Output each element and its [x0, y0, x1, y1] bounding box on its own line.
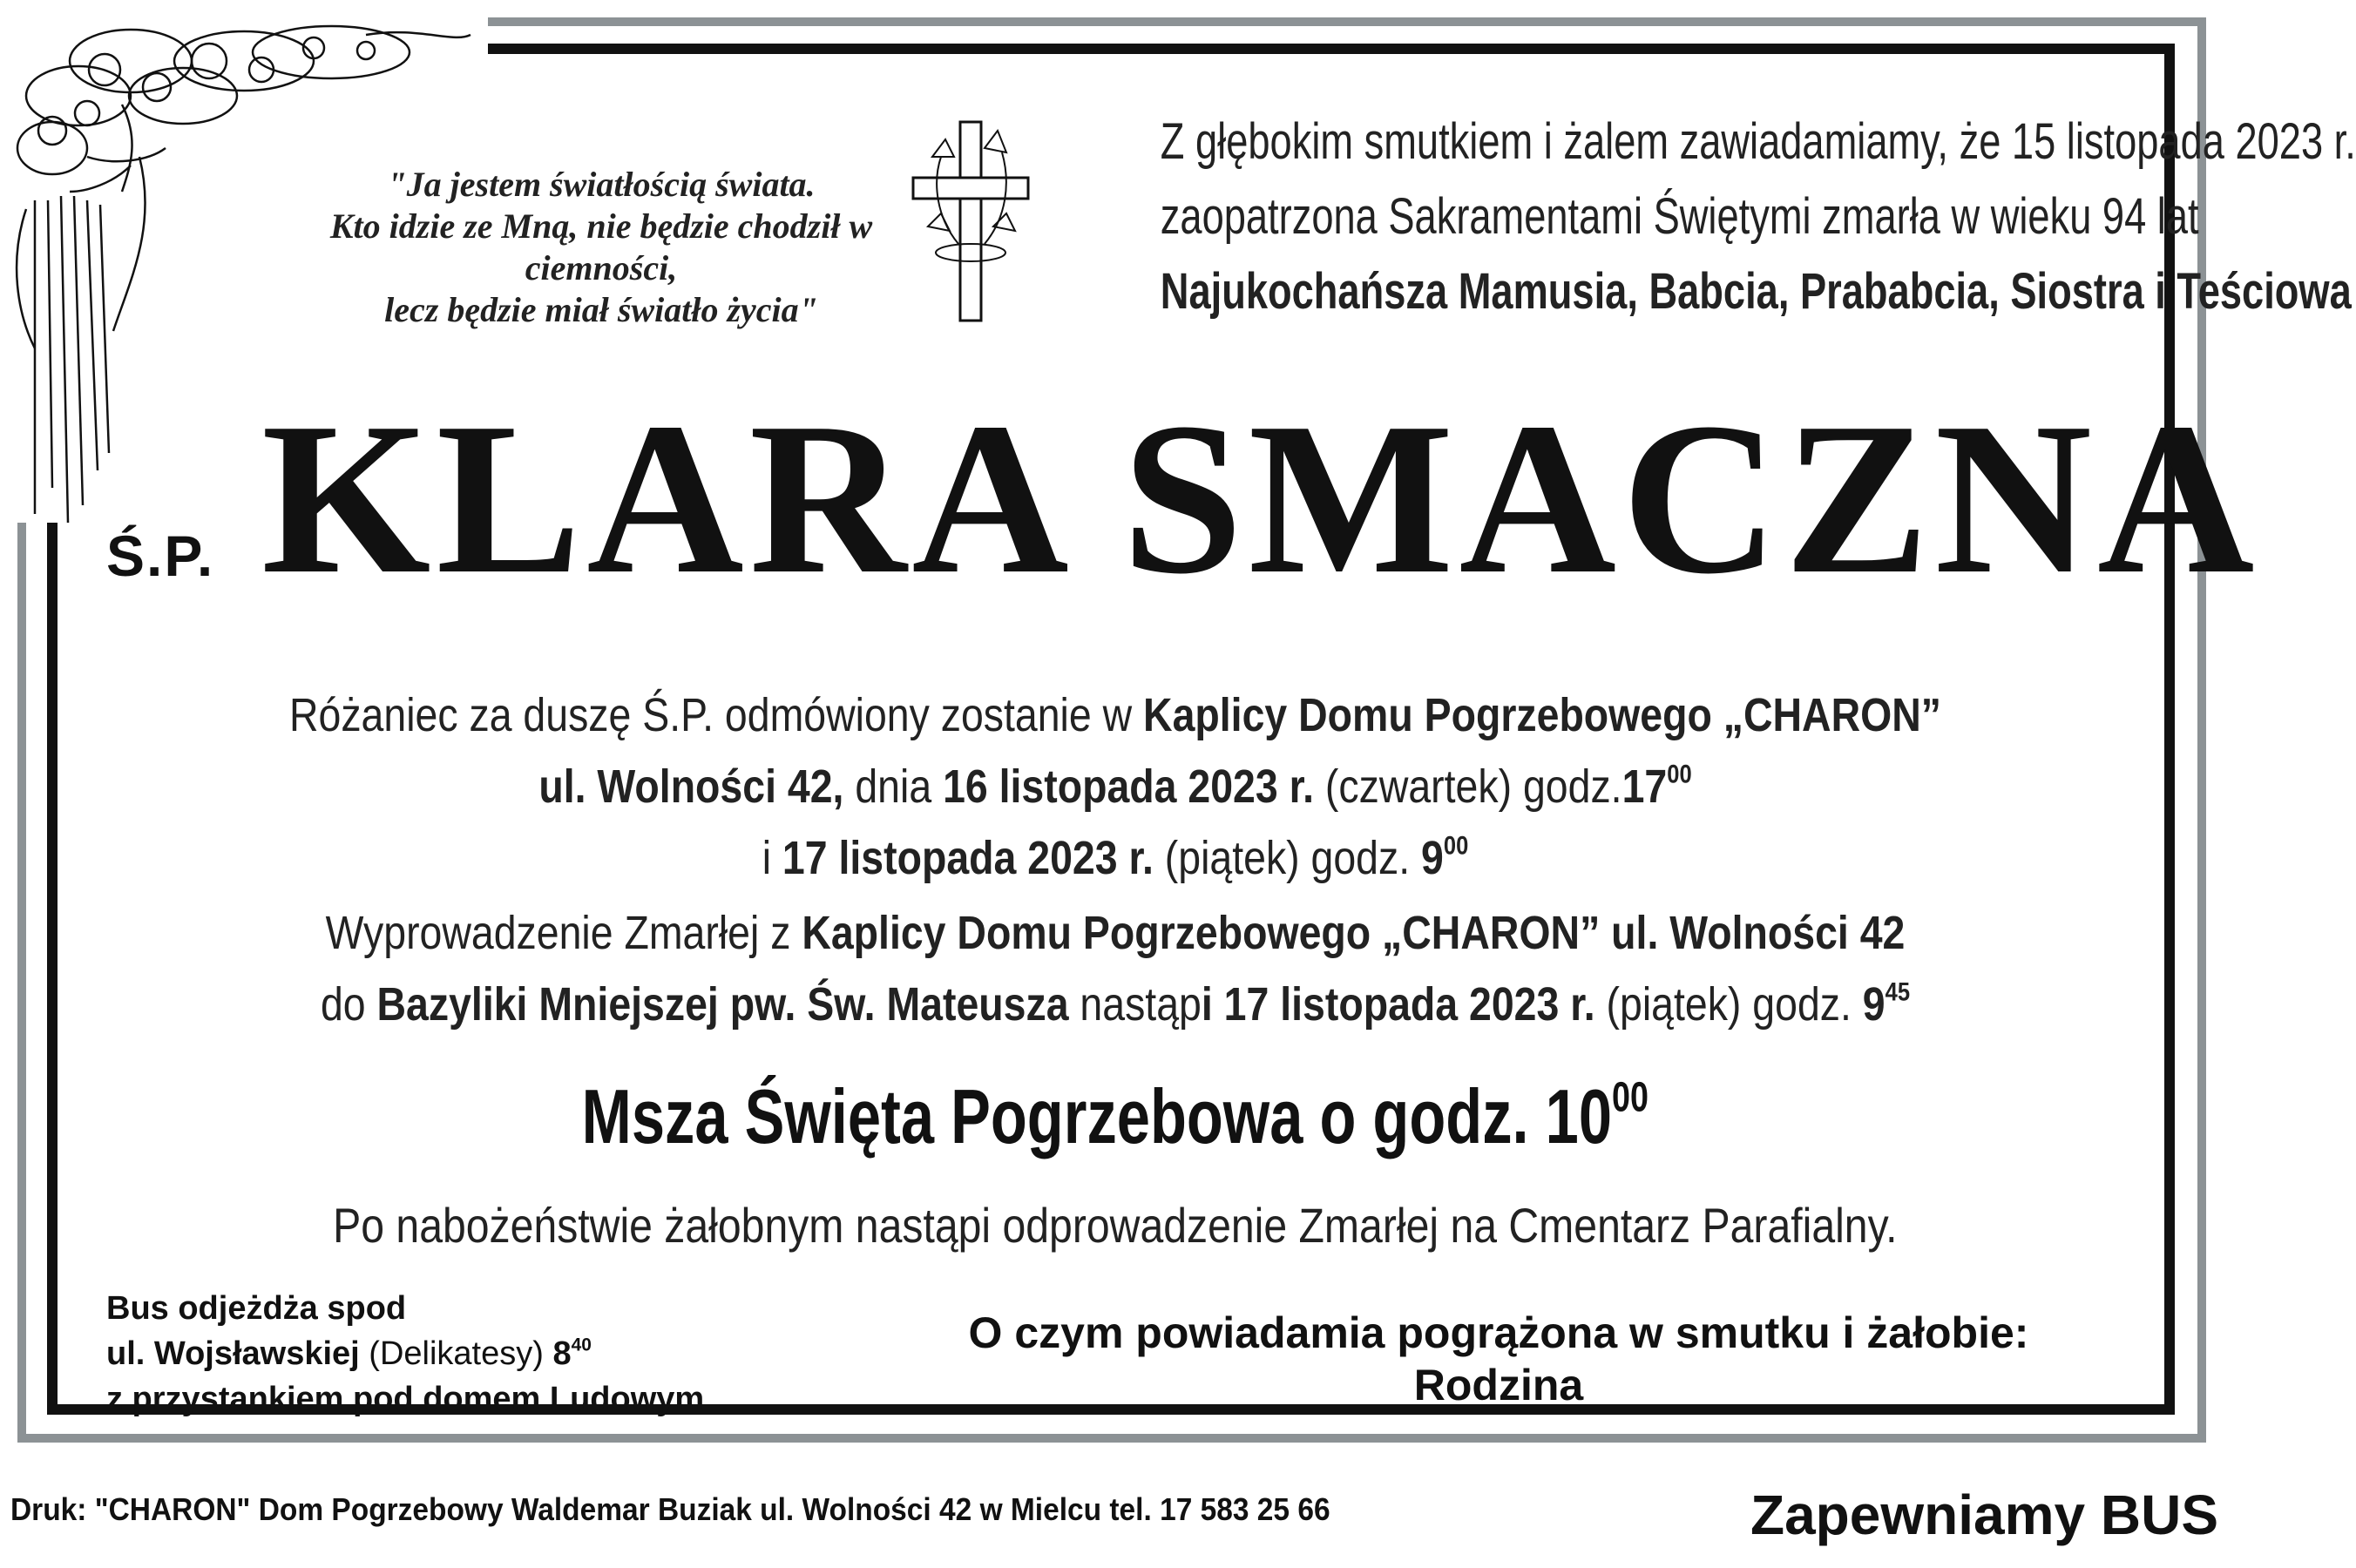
- procession-line-1: [254, 897, 1977, 969]
- deceased-prefix: Ś.P.: [106, 524, 215, 588]
- bus-info: [106, 1286, 704, 1422]
- procession-info: [113, 897, 2117, 1040]
- rosary-weekday-2: (piątek) godz.: [1153, 832, 1422, 884]
- procession-weekday: (piątek) godz.: [1594, 978, 1863, 1031]
- quote-line-3: lecz będzie miał światło życia": [384, 290, 818, 329]
- family-line-1: O czym powiadamia pogrążona w smutku i żałobie:: [968, 1308, 2029, 1357]
- bus-line-2: [106, 1331, 704, 1376]
- bus-service-note: Zapewniamy BUS: [1750, 1484, 2218, 1546]
- family-line-2: Rodzina: [1413, 1361, 1584, 1409]
- rosary-chapel: Kaplicy Domu Pogrzebowego „CHARON”: [1143, 689, 1942, 741]
- rosary-minute-1: 00: [1667, 760, 1692, 789]
- rosary-line-1: [254, 679, 1977, 751]
- rosary-day-word: dnia: [843, 760, 944, 813]
- announcement-intro: [1028, 105, 2356, 329]
- procession-minute: 45: [1885, 977, 1911, 1007]
- intro-line-3: Najukochańsza Mamusia, Babcia, Prababcia, Siostra i Teściowa: [1160, 263, 2352, 320]
- procession-text: Wyprowadzenie Zmarłej z: [325, 907, 802, 959]
- cross-with-lilies-icon: [906, 105, 1037, 331]
- after-service-text: Po nabożeństwie żałobnym nastąpi odprowadzenie Zmarłej na Cmentarz Parafialny.: [333, 1198, 1898, 1253]
- rosary-date-2: 17 listopada 2023 r.: [782, 832, 1154, 884]
- rosary-weekday-1: (czwartek) godz.: [1314, 760, 1622, 813]
- family-signature: [871, 1307, 2126, 1411]
- bus-hour: 8: [552, 1335, 572, 1372]
- quote-line-2: Kto idzie ze Mną, nie będzie chodził w ciemności,: [329, 206, 873, 287]
- procession-basilica: Bazyliki Mniejszej pw. Św. Mateusza: [376, 978, 1069, 1031]
- rosary-and: i: [762, 832, 782, 884]
- rosary-hour-2: 9: [1421, 832, 1444, 884]
- bus-line-1: Bus odjeżdża spod: [106, 1290, 407, 1327]
- intro-line-1: Z głębokim smutkiem i żalem zawiadamiamy, że 15 listopada 2023 r.: [1160, 113, 2356, 170]
- intro-line-2: zaopatrzona Sakramentami Świętymi zmarła w wieku 94 lat: [1160, 188, 2199, 245]
- bus-street: ul. Wojsławskiej: [106, 1335, 360, 1372]
- mass-text: Msza Święta Pogrzebowa o godz. 10: [581, 1073, 1613, 1159]
- rosary-text: Różaniec za duszę Ś.P. odmówiony zostanie w: [288, 689, 1144, 741]
- after-service: [113, 1195, 2117, 1256]
- procession-line-2: [254, 969, 1977, 1040]
- procession-date: i 17 listopada 2023 r.: [1201, 978, 1595, 1031]
- procession-to: do: [320, 978, 377, 1031]
- bus-line-3: z przystankiem pod domem Ludowym: [106, 1381, 705, 1417]
- mass-minute: 00: [1612, 1073, 1649, 1121]
- rosary-line-3: [254, 822, 1977, 894]
- rosary-minute-2: 00: [1443, 831, 1469, 861]
- rosary-date-1: 16 listopada 2023 r.: [943, 760, 1315, 813]
- rosary-address: ul. Wolności 42,: [538, 760, 844, 813]
- deceased-name: KLARA SMACZNA: [261, 378, 2260, 619]
- bus-minute: 40: [571, 1335, 592, 1355]
- rosary-hour-1: 17: [1621, 760, 1668, 813]
- bus-landmark: (Delikatesy): [359, 1335, 553, 1372]
- rosary-info: [113, 679, 2117, 894]
- procession-chapel: Kaplicy Domu Pogrzebowego „CHARON” ul. Wolności 42: [802, 907, 1906, 959]
- funeral-mass: [113, 1073, 2117, 1160]
- procession-hour: 9: [1862, 978, 1885, 1031]
- quote-line-1: "Ja jestem światłością świata.: [387, 165, 816, 204]
- rosary-line-2: [254, 751, 1977, 822]
- procession-verb: nastąp: [1068, 978, 1202, 1031]
- print-footer: Druk: "CHARON" Dom Pogrzebowy Waldemar Buziak ul. Wolności 42 w Mielcu tel. 17 583 25 66: [10, 1491, 1330, 1527]
- bible-quote: [288, 164, 915, 331]
